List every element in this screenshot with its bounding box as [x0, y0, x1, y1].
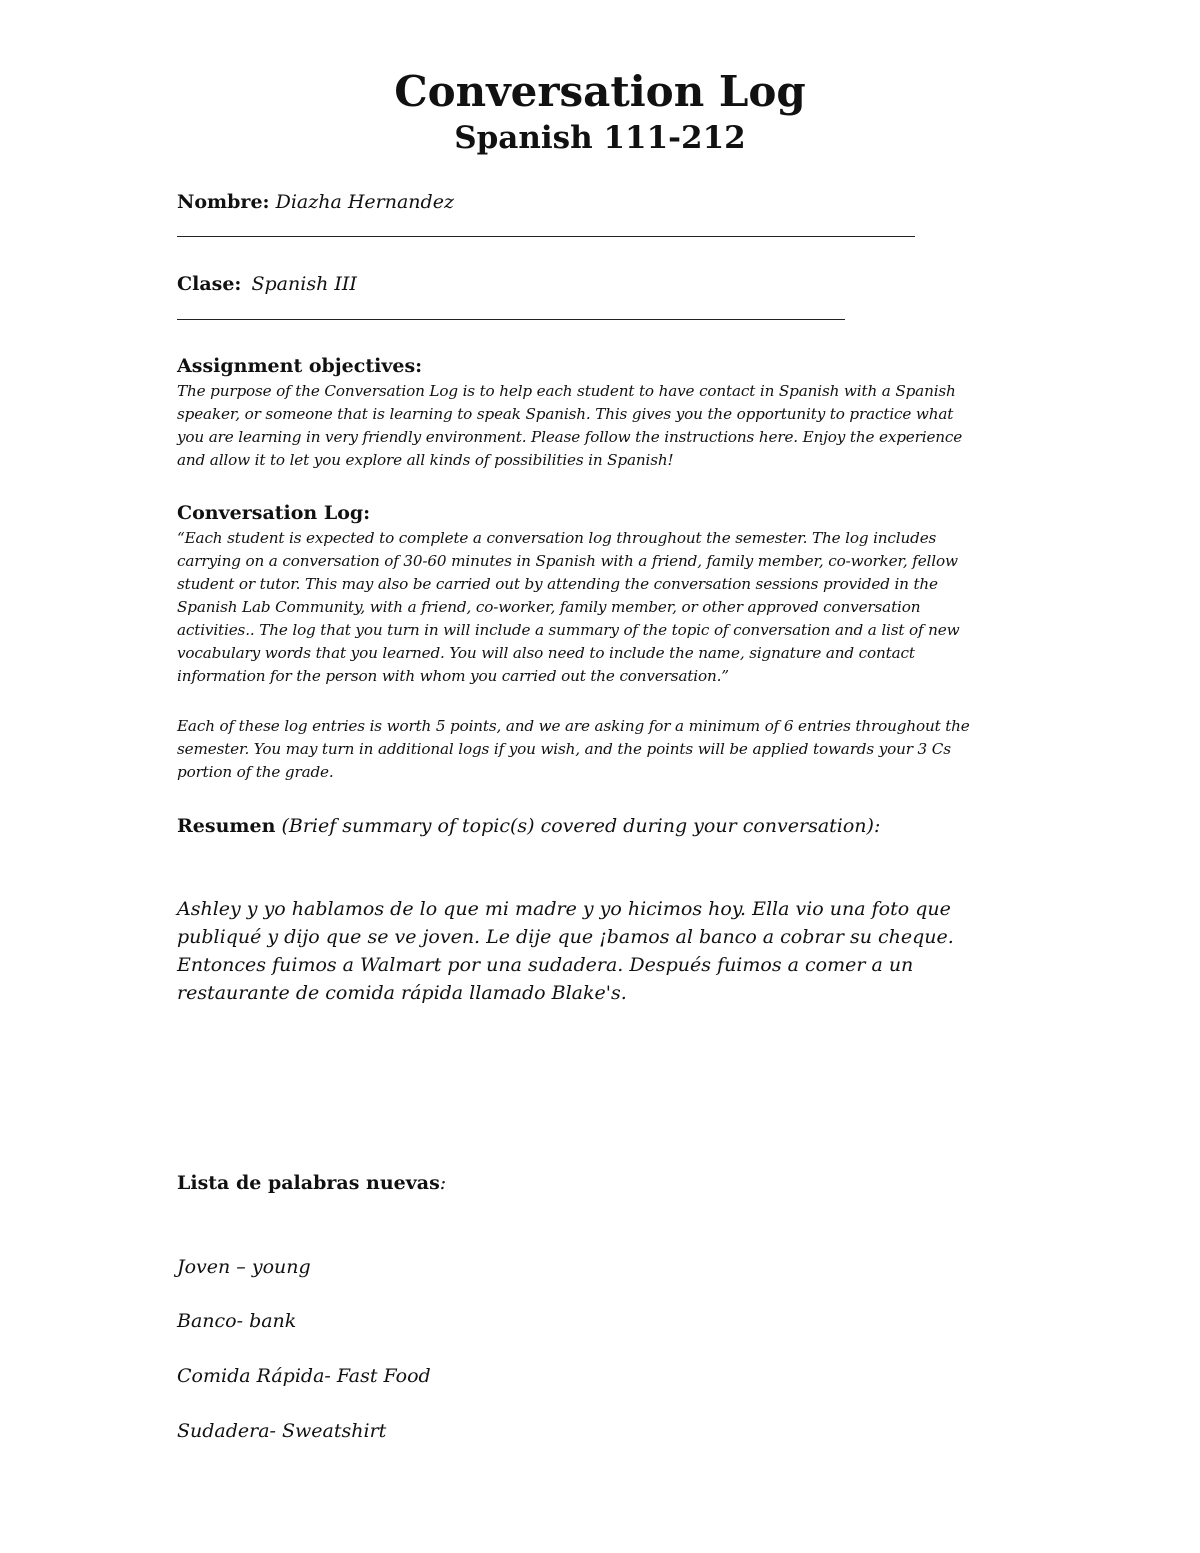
vocabulary-item: Banco- bank [177, 1310, 297, 1332]
summary-line: restaurante de comida rápida llamado Blake's. [177, 982, 627, 1004]
quote-line: student or tutor. This may also be carried out by attending the conversation sessions provided in the [177, 575, 938, 593]
summary-line: Ashley y yo hablamos de lo que mi madre y yo hicimos hoy. Ella vio una foto que [177, 898, 951, 920]
objectives-heading: Assignment objectives: [177, 355, 423, 377]
resumen-heading [177, 813, 880, 839]
vocabulary-label: Lista de palabras nuevas [177, 1172, 440, 1194]
clase-underline [177, 319, 845, 320]
quote-line: “Each student is expected to complete a conversation log throughout the semester. The log includes [177, 529, 937, 547]
nombre-underline [177, 236, 915, 237]
vocabulary-item: Comida Rápida- Fast Food [177, 1365, 431, 1387]
quote-line: vocabulary words that you learned. You will also need to include the name, signature and contact [177, 644, 915, 662]
resumen-label: Resumen [177, 815, 276, 837]
vocabulary-item: Joven – young [177, 1256, 311, 1278]
clase-value: Spanish III [251, 273, 357, 295]
summary-line: Entonces fuimos a Walmart por una sudadera. Después fuimos a comer a un [177, 954, 914, 976]
nombre-value: Diazha Hernandez [275, 191, 454, 213]
points-paragraph [177, 715, 1027, 784]
objectives-paragraph [177, 380, 1027, 472]
summary-line: publiqué y dijo que se ve joven. Le dije que ¡bamos al banco a cobrar su cheque. [177, 926, 954, 948]
document-subtitle: Spanish 111-212 [454, 120, 746, 156]
summary-text [177, 895, 954, 1007]
objectives-line: speaker, or someone that is learning to speak Spanish. This gives you the opportunity to practice what [177, 405, 954, 423]
clase-label: Clase: [177, 273, 242, 295]
points-line: Each of these log entries is worth 5 points, and we are asking for a minimum of 6 entries throughout the [177, 717, 970, 735]
conversation-log-heading: Conversation Log: [177, 502, 371, 524]
quote-line: Spanish Lab Community, with a friend, co-worker, family member, or other approved conversation [177, 598, 921, 616]
document-title: Conversation Log [394, 67, 806, 116]
objectives-line: The purpose of the Conversation Log is to help each student to have contact in Spanish with a Spanish [177, 382, 956, 400]
clase-field [177, 272, 357, 296]
quote-line: carrying on a conversation of 30-60 minutes in Spanish with a friend, family member, co-worker, fellow [177, 552, 958, 570]
points-line: semester. You may turn in additional logs if you wish, and the points will be applied towards your 3 Cs [177, 740, 951, 758]
nombre-label: Nombre: [177, 191, 270, 213]
quote-line: information for the person with whom you carried out the conversation.” [177, 667, 729, 685]
conversation-log-quote [177, 527, 1027, 688]
nombre-field [177, 190, 454, 214]
resumen-sublabel: (Brief summary of topic(s) covered during your conversation): [275, 815, 881, 837]
points-line: portion of the grade. [177, 763, 334, 781]
objectives-line: and allow it to let you explore all kinds of possibilities in Spanish! [177, 451, 674, 469]
vocabulary-item: Sudadera- Sweatshirt [177, 1420, 387, 1442]
vocabulary-colon: : [439, 1172, 447, 1194]
vocabulary-heading [177, 1170, 446, 1196]
quote-line: activities.. The log that you turn in will include a summary of the topic of conversation and a list of new [177, 621, 960, 639]
objectives-line: you are learning in very friendly environment. Please follow the instructions here. Enjoy the experience [177, 428, 963, 446]
